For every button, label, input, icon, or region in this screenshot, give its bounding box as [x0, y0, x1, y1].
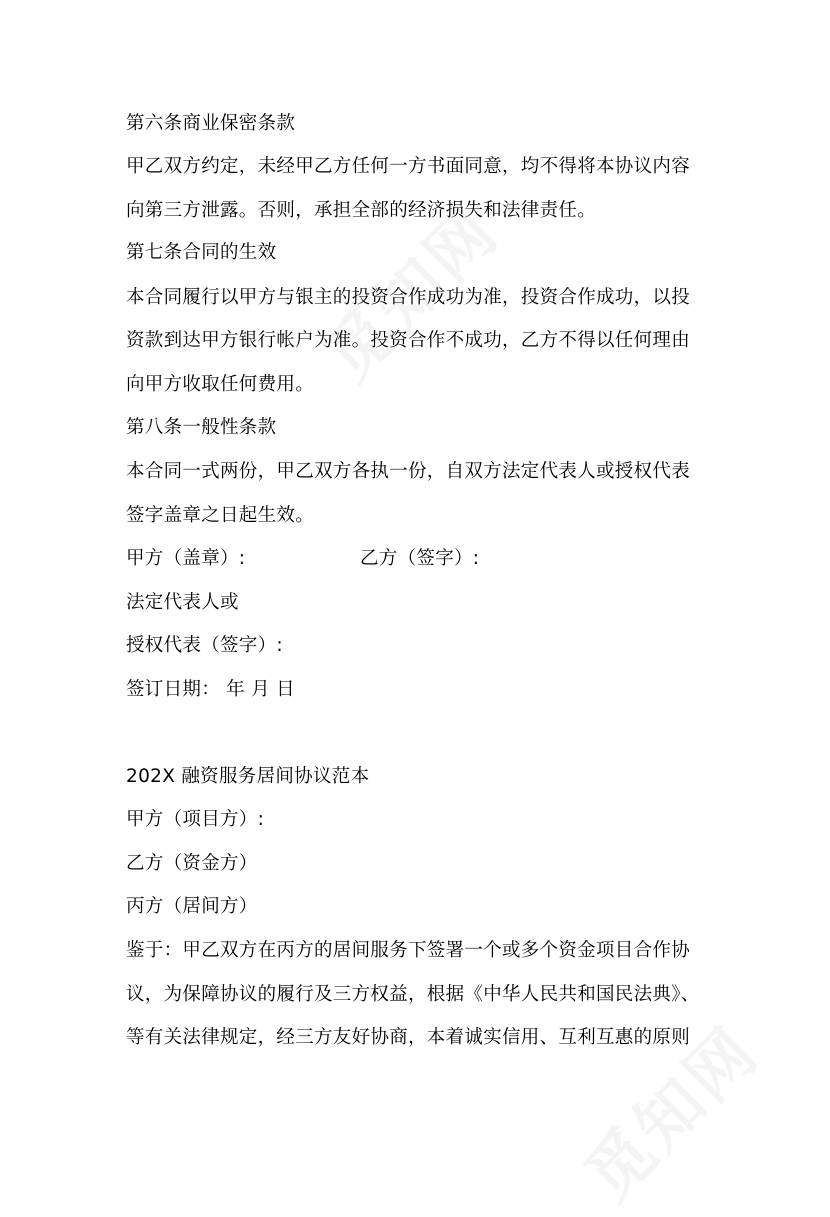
section-heading-article-8: 第八条一般性条款: [126, 417, 277, 438]
legal-representative-label: 法定代表人或: [126, 592, 239, 613]
party-a-label: 甲方（项目方）:: [126, 809, 265, 830]
paragraph-line: 等有关法律规定，经三方友好协商，本着诚实信用、互利互惠的原则: [126, 1027, 691, 1048]
paragraph-line: 本合同一式两份，甲乙双方各执一份，自双方法定代表人或授权代表: [126, 461, 691, 482]
paragraph-line: 甲乙双方约定，未经甲乙方任何一方书面同意，均不得将本协议内容: [126, 156, 691, 177]
section-heading-article-7: 第七条合同的生效: [126, 242, 277, 263]
paragraph-line: 鉴于：甲乙双方在丙方的居间服务下签署一个或多个资金项目合作协: [126, 940, 691, 961]
section-heading-article-6: 第六条商业保密条款: [126, 113, 296, 134]
party-c-label: 丙方（居间方）: [126, 896, 258, 917]
authorized-representative-label: 授权代表（签字）:: [126, 635, 283, 656]
document-title: 202X 融资服务居间协议范本: [126, 766, 370, 787]
paragraph-line: 签字盖章之日起生效。: [126, 505, 315, 526]
paragraph-line: 向第三方泄露。否则，承担全部的经济损失和法律责任。: [126, 200, 597, 221]
paragraph-line: 本合同履行以甲方与银主的投资合作成功为准，投资合作成功，以投: [126, 287, 691, 308]
paragraph-line: 议，为保障协议的履行及三方权益，根据《中华人民共和国民法典》、: [126, 984, 700, 1005]
party-a-seal-label: 甲方（盖章）:: [126, 548, 246, 569]
signing-date-label: 签订日期： 年 月 日: [126, 679, 295, 700]
paragraph-line: 向甲方收取任何费用。: [126, 374, 315, 395]
party-b-label: 乙方（资金方）: [126, 853, 258, 874]
party-b-signature-label: 乙方（签字）:: [360, 548, 480, 569]
paragraph-line: 资款到达甲方银行帐户为准。投资合作不成功，乙方不得以任何理由: [126, 330, 691, 351]
